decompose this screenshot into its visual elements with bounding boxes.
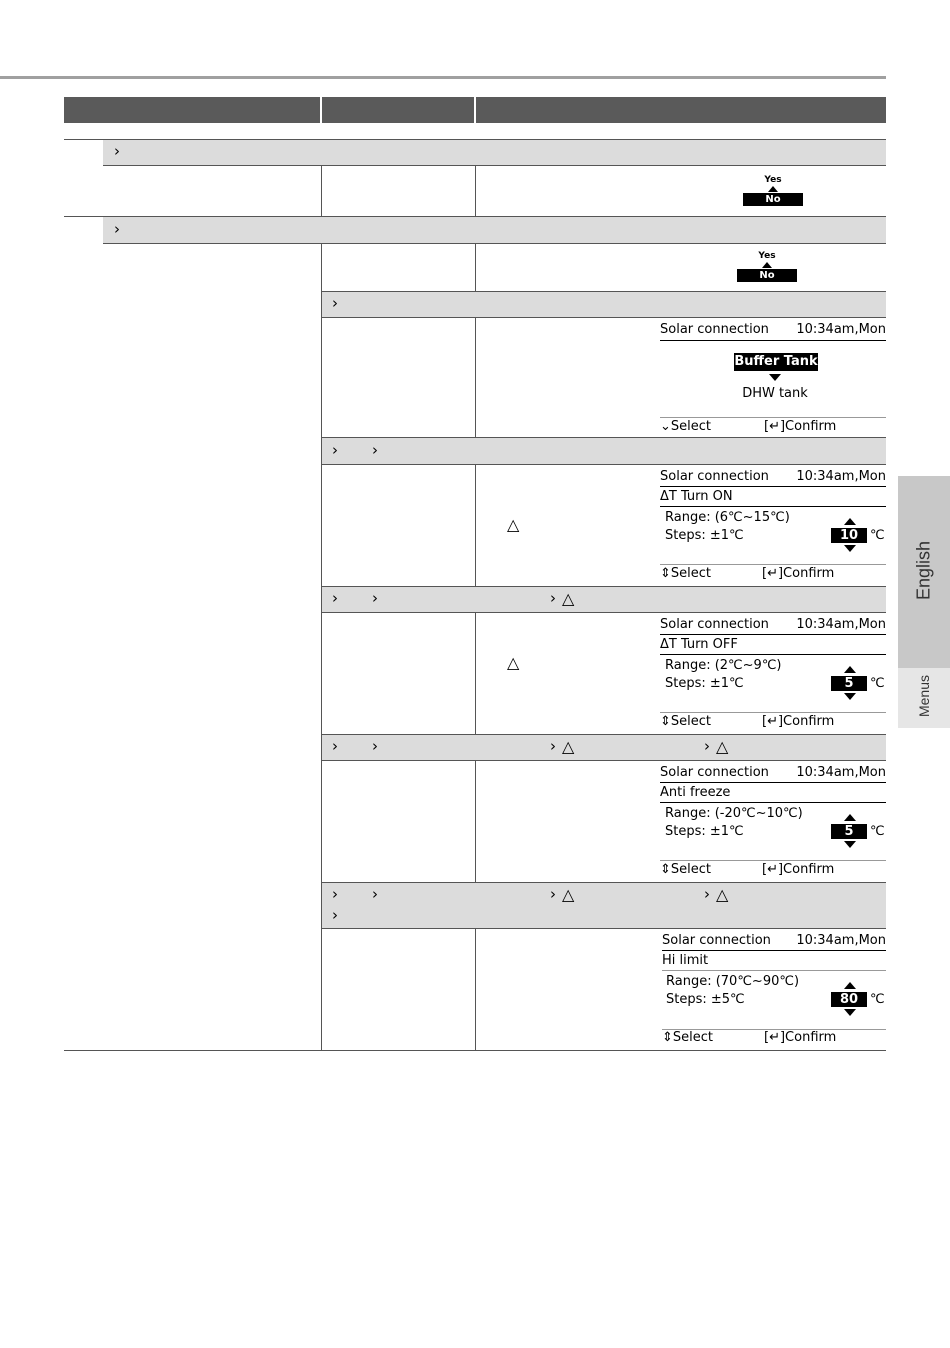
lcd-unit: ℃ — [870, 528, 885, 543]
chevron-icon: › — [332, 294, 338, 312]
lcd-range: Range: (6℃~15℃) — [665, 510, 790, 525]
chevron-icon: › — [372, 589, 378, 607]
chevron-icon: › — [372, 885, 378, 903]
up-arrow-icon — [844, 814, 856, 821]
option-yes: Yes — [764, 175, 782, 185]
chevron-icon: › — [704, 737, 710, 755]
lcd-select-label: ⇕Select — [660, 862, 712, 877]
lcd-range: Range: (2℃~9℃) — [665, 658, 782, 673]
chevron-icon: › — [704, 885, 710, 903]
chevron-icon: › — [550, 885, 556, 903]
lcd-panel-turn-on — [660, 467, 886, 585]
lcd-value: 10 — [831, 528, 867, 543]
enter-icon: [↵] — [764, 419, 786, 434]
chevron-icon: › — [114, 220, 120, 238]
table-header-col-1 — [64, 97, 320, 123]
lcd-value: 5 — [831, 676, 867, 691]
down-arrow-icon — [844, 693, 856, 700]
chevron-icon: › — [332, 885, 338, 903]
option-no: No — [737, 269, 797, 282]
lcd-panel-anti-freeze — [660, 763, 886, 881]
lcd-heading: Hi limit — [662, 953, 709, 968]
lcd-heading: Anti freeze — [660, 785, 731, 800]
side-tab-section-label: Menus — [916, 674, 932, 718]
down-arrow-icon — [844, 545, 856, 552]
chevron-icon: › — [114, 142, 120, 160]
enter-icon: [↵] — [764, 1030, 786, 1045]
option-yes: Yes — [758, 251, 776, 261]
section-band-2 — [103, 217, 886, 243]
lcd-steps: Steps: ±1℃ — [665, 528, 744, 543]
sub-band-2 — [322, 438, 886, 464]
lcd-clock: 10:34am,Mon — [796, 469, 886, 484]
side-tab-language-label: English — [913, 540, 934, 601]
option-buffer-tank: Buffer Tank — [734, 354, 818, 369]
side-tab-section — [898, 668, 950, 728]
lcd-range: Range: (70℃~90℃) — [666, 974, 800, 989]
lcd-confirm-label: [↵]Confirm — [762, 714, 835, 729]
enter-icon: [↵] — [762, 862, 784, 877]
delta-icon: △ — [562, 737, 575, 756]
option-no: No — [743, 193, 803, 206]
down-arrow-icon — [844, 841, 856, 848]
lcd-panel-tank — [660, 320, 886, 436]
lcd-unit: ℃ — [870, 676, 885, 691]
sub-band-1 — [322, 292, 886, 317]
down-arrow-icon — [769, 374, 781, 381]
lcd-select-label: ⇕Select — [662, 1030, 714, 1045]
table-header-col-3 — [476, 97, 886, 123]
chevron-icon: › — [372, 441, 378, 459]
table-header-col-2 — [322, 97, 474, 123]
up-arrow-icon — [844, 982, 856, 989]
lcd-heading: ΔT Turn OFF — [660, 637, 738, 652]
lcd-confirm-label: [↵]Confirm — [762, 862, 835, 877]
lcd-title: Solar connection — [660, 617, 769, 632]
lcd-panel-hi-limit — [662, 932, 886, 1048]
lcd-heading: ΔT Turn ON — [660, 489, 733, 504]
lcd-unit: ℃ — [870, 824, 885, 839]
lcd-title: Solar connection — [660, 765, 769, 780]
delta-icon: △ — [716, 737, 729, 756]
sub-band-4 — [322, 735, 886, 760]
sub-band-3 — [322, 587, 886, 612]
chevron-icon: › — [332, 441, 338, 459]
lcd-panel-turn-off — [660, 615, 886, 733]
delta-icon: △ — [507, 653, 520, 672]
delta-icon: △ — [562, 589, 575, 608]
lcd-select-label: ⌄Select — [660, 419, 712, 434]
lcd-title: Solar connection — [660, 469, 769, 484]
lcd-steps: Steps: ±1℃ — [665, 824, 744, 839]
lcd-range: Range: (-20℃~10℃) — [665, 806, 803, 821]
lcd-confirm-label: [↵]Confirm — [762, 566, 835, 581]
down-arrow-icon — [844, 1009, 856, 1016]
chevron-icon: › — [550, 589, 556, 607]
section-band-1 — [103, 140, 886, 165]
top-rule — [0, 76, 886, 79]
delta-icon: △ — [507, 515, 520, 534]
delta-icon: △ — [562, 885, 575, 904]
lcd-select-label: ⇕Select — [660, 714, 712, 729]
yes-no-selector — [735, 251, 799, 282]
lcd-confirm-label: [↵]Confirm — [764, 1030, 837, 1045]
lcd-steps: Steps: ±5℃ — [666, 992, 745, 1007]
up-arrow-icon — [844, 518, 856, 525]
lcd-select-label: ⇕Select — [660, 566, 712, 581]
option-dhw-tank: DHW tank — [742, 386, 808, 401]
chevron-icon: › — [332, 737, 338, 755]
chevron-icon: › — [372, 737, 378, 755]
up-arrow-icon — [762, 262, 772, 268]
lcd-clock: 10:34am,Mon — [796, 617, 886, 632]
lcd-value: 80 — [831, 992, 867, 1007]
chevron-icon: › — [332, 589, 338, 607]
enter-icon: [↵] — [762, 566, 784, 581]
lcd-unit: ℃ — [870, 992, 885, 1007]
up-arrow-icon — [768, 186, 778, 192]
lcd-steps: Steps: ±1℃ — [665, 676, 744, 691]
lcd-clock: 10:34am,Mon — [796, 322, 886, 337]
lcd-confirm-label: [↵]Confirm — [764, 419, 837, 434]
chevron-icon: › — [332, 906, 338, 924]
lcd-clock: 10:34am,Mon — [796, 933, 886, 948]
enter-icon: [↵] — [762, 714, 784, 729]
lcd-title: Solar connection — [662, 933, 771, 948]
delta-icon: △ — [716, 885, 729, 904]
lcd-value: 5 — [831, 824, 867, 839]
up-arrow-icon — [844, 666, 856, 673]
yes-no-selector — [741, 175, 805, 206]
chevron-icon: › — [550, 737, 556, 755]
lcd-title: Solar connection — [660, 322, 769, 337]
sub-band-5 — [322, 883, 886, 928]
lcd-clock: 10:34am,Mon — [796, 765, 886, 780]
